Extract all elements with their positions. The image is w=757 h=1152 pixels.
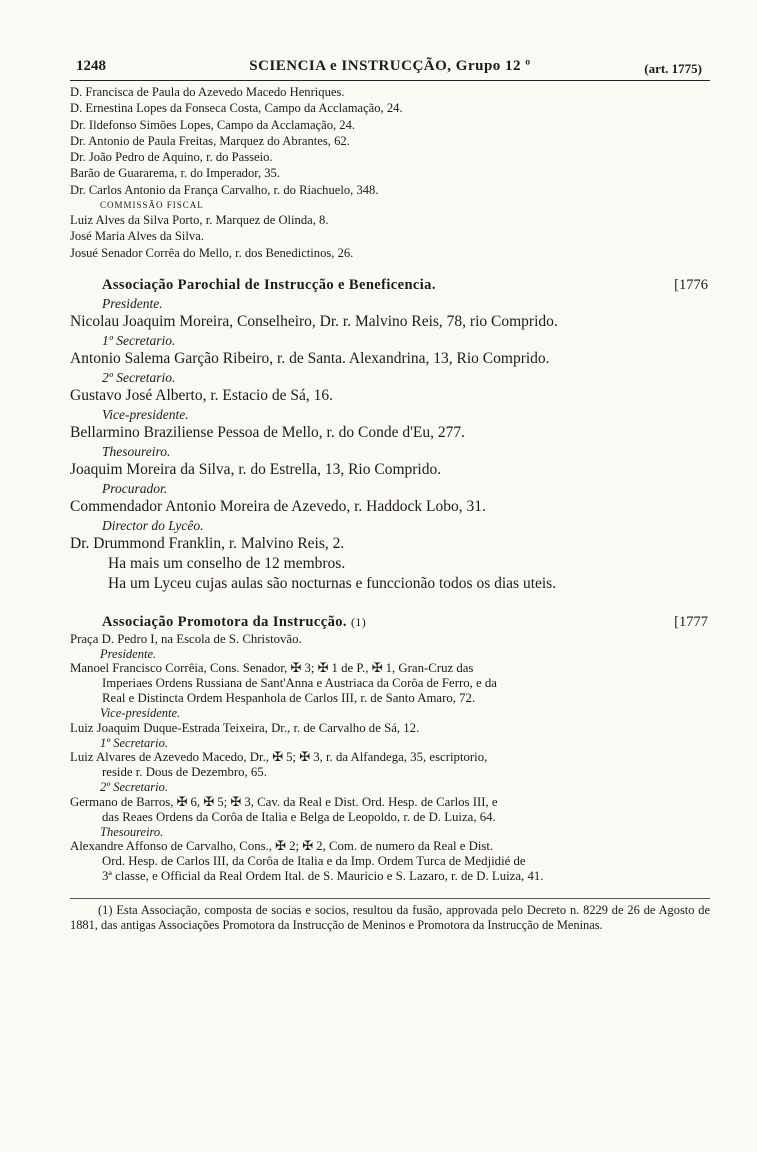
article-ref: (art. 1775) (644, 61, 702, 76)
person-line: Alexandre Affonso de Carvalho, Cons., ✠ 2; ✠ 2, Com. de numero da Real e Dist. (70, 839, 494, 854)
member-list (70, 84, 710, 261)
person-entry: Joaquim Moreira da Silva, r. do Estrella, 13, Rio Comprido. (70, 460, 442, 478)
role-label: Vice-presidente. (100, 706, 181, 721)
note-line: Ha mais um conselho de 12 membros. (108, 554, 346, 572)
person-line: Germano de Barros, ✠ 6, ✠ 5; ✠ 3, Cav. da Real e Dist. Ord. Hesp. de Carlos III, e (70, 794, 498, 809)
role-label: 2º Secretario. (100, 780, 168, 795)
list-item: José Maria Alves da Silva. (70, 229, 204, 244)
role-label: 1º Secretario. (102, 332, 176, 348)
note-line: Ha um Lyceu cujas aulas são nocturnas e funccionão todos os dias uteis. (108, 574, 557, 592)
role-label: 2º Secretario. (102, 369, 176, 385)
person-line: Imperiaes Ordens Russiana de Sant'Anna e Austriaca da Corôa de Ferro, e da (102, 676, 497, 691)
section-1776-body (70, 295, 710, 594)
role-label: Thesoureiro. (100, 824, 164, 839)
page-header (70, 54, 710, 80)
list-item: D. Ernestina Lopes da Fonseca Costa, Campo da Acclamação, 24. (70, 101, 403, 116)
role-label: Director do Lycêo. (102, 517, 204, 533)
person-entry: Gustavo José Alberto, r. Estacio de Sá, 16. (70, 386, 334, 404)
list-item: D. Francisca de Paula do Azevedo Macedo Henriques. (70, 85, 345, 99)
list-item: Dr. João Pedro de Aquino, r. do Passeio. (70, 150, 273, 165)
section-title-text: Associação Promotora da Instrucção. (102, 613, 347, 630)
role-label: Procurador. (102, 480, 168, 496)
person-line: reside r. Dous de Dezembro, 65. (102, 765, 267, 780)
person-line: Real e Distincta Ordem Hespanhola de Carlos III, r. de Santo Amaro, 72. (102, 691, 476, 706)
section-number: [1776 (674, 276, 708, 293)
section-number: [1777 (674, 613, 708, 630)
section-title: Associação Parochial de Instrucção e Beneficencia. (102, 276, 436, 293)
person-entry: Bellarmino Braziliense Pessoa de Mello, r. do Conde d'Eu, 277. (70, 423, 465, 441)
location-line: Praça D. Pedro I, na Escola de S. Christovão. (70, 631, 302, 646)
list-item: Josué Senador Corrêa do Mello, r. dos Benedictinos, 26. (70, 245, 354, 260)
list-item: Dr. Ildefonso Simões Lopes, Campo da Acclamação, 24. (70, 117, 356, 132)
person-entry: Dr. Drummond Franklin, r. Malvino Reis, 2. (70, 534, 345, 552)
list-item: Luiz Alves da Silva Porto, r. Marquez de Olinda, 8. (70, 213, 329, 228)
person-line: Luiz Alvares de Azevedo Macedo, Dr., ✠ 5; ✠ 3, r. da Alfandega, 35, escriptorio, (70, 750, 488, 765)
list-item: Dr. Carlos Antonio da França Carvalho, r. do Riachuelo, 348. (70, 182, 379, 197)
person-line: Luiz Joaquim Duque-Estrada Teixeira, Dr., r. de Carvalho de Sá, 12. (70, 720, 420, 735)
page-number: 1248 (76, 58, 106, 74)
section-1777-body (70, 632, 710, 885)
role-label: Presidente. (102, 295, 163, 311)
document-page (70, 54, 710, 933)
section-heading-1777 (70, 614, 710, 632)
header-rule (70, 80, 710, 81)
role-label: 1º Secretario. (100, 735, 168, 750)
footnote-rule (70, 898, 710, 899)
person-entry: Commendador Antonio Moreira de Azevedo, r. Haddock Lobo, 31. (70, 497, 486, 515)
list-item: Dr. Antonio de Paula Freitas, Marquez do Abrantes, 62. (70, 133, 350, 148)
running-title: SCIENCIA e INSTRUCÇÃO, Grupo 12 º (249, 58, 531, 74)
person-entry: Nicolau Joaquim Moreira, Conselheiro, Dr. r. Malvino Reis, 78, rio Comprido. (70, 312, 558, 330)
person-line: das Reaes Ordens da Corôa de Italia e Belga de Leopoldo, r. de D. Luiza, 64. (102, 809, 496, 824)
role-label: Thesoureiro. (102, 443, 171, 459)
person-line: Ord. Hesp. de Carlos III, da Corôa de Italia e da Imp. Ordem Turca de Medjidié de (102, 854, 526, 869)
person-entry: Antonio Salema Garção Ribeiro, r. de Santa. Alexandrina, 13, Rio Comprido. (70, 349, 550, 367)
commission-label: COMMISSÃO FISCAL (100, 200, 204, 211)
footnote-mark: (1) (350, 614, 367, 629)
list-item: Barão de Guararema, r. do Imperador, 35. (70, 166, 281, 181)
section-title (102, 614, 366, 631)
person-line: Manoel Francisco Corrêia, Cons. Senador, ✠ 3; ✠ 1 de P., ✠ 1, Gran-Cruz das (70, 661, 474, 676)
role-label: Presidente. (100, 646, 157, 661)
person-line: 3ª classe, e Official da Real Ordem Ital. de S. Mauricio e S. Lazaro, r. de D. Luiza, 41. (102, 869, 544, 884)
role-label: Vice-presidente. (102, 406, 189, 422)
footnote: (1) Esta Associação, composta de socias e socios, resultou da fusão, approvada pelo Decreto n. 8229 de 26 de Agosto de 1881, das antigas Associações Promotora da Instrucção de Meninos e Promotora da Instrucção de Meninas. (70, 903, 710, 933)
section-heading-1776 (70, 277, 710, 295)
